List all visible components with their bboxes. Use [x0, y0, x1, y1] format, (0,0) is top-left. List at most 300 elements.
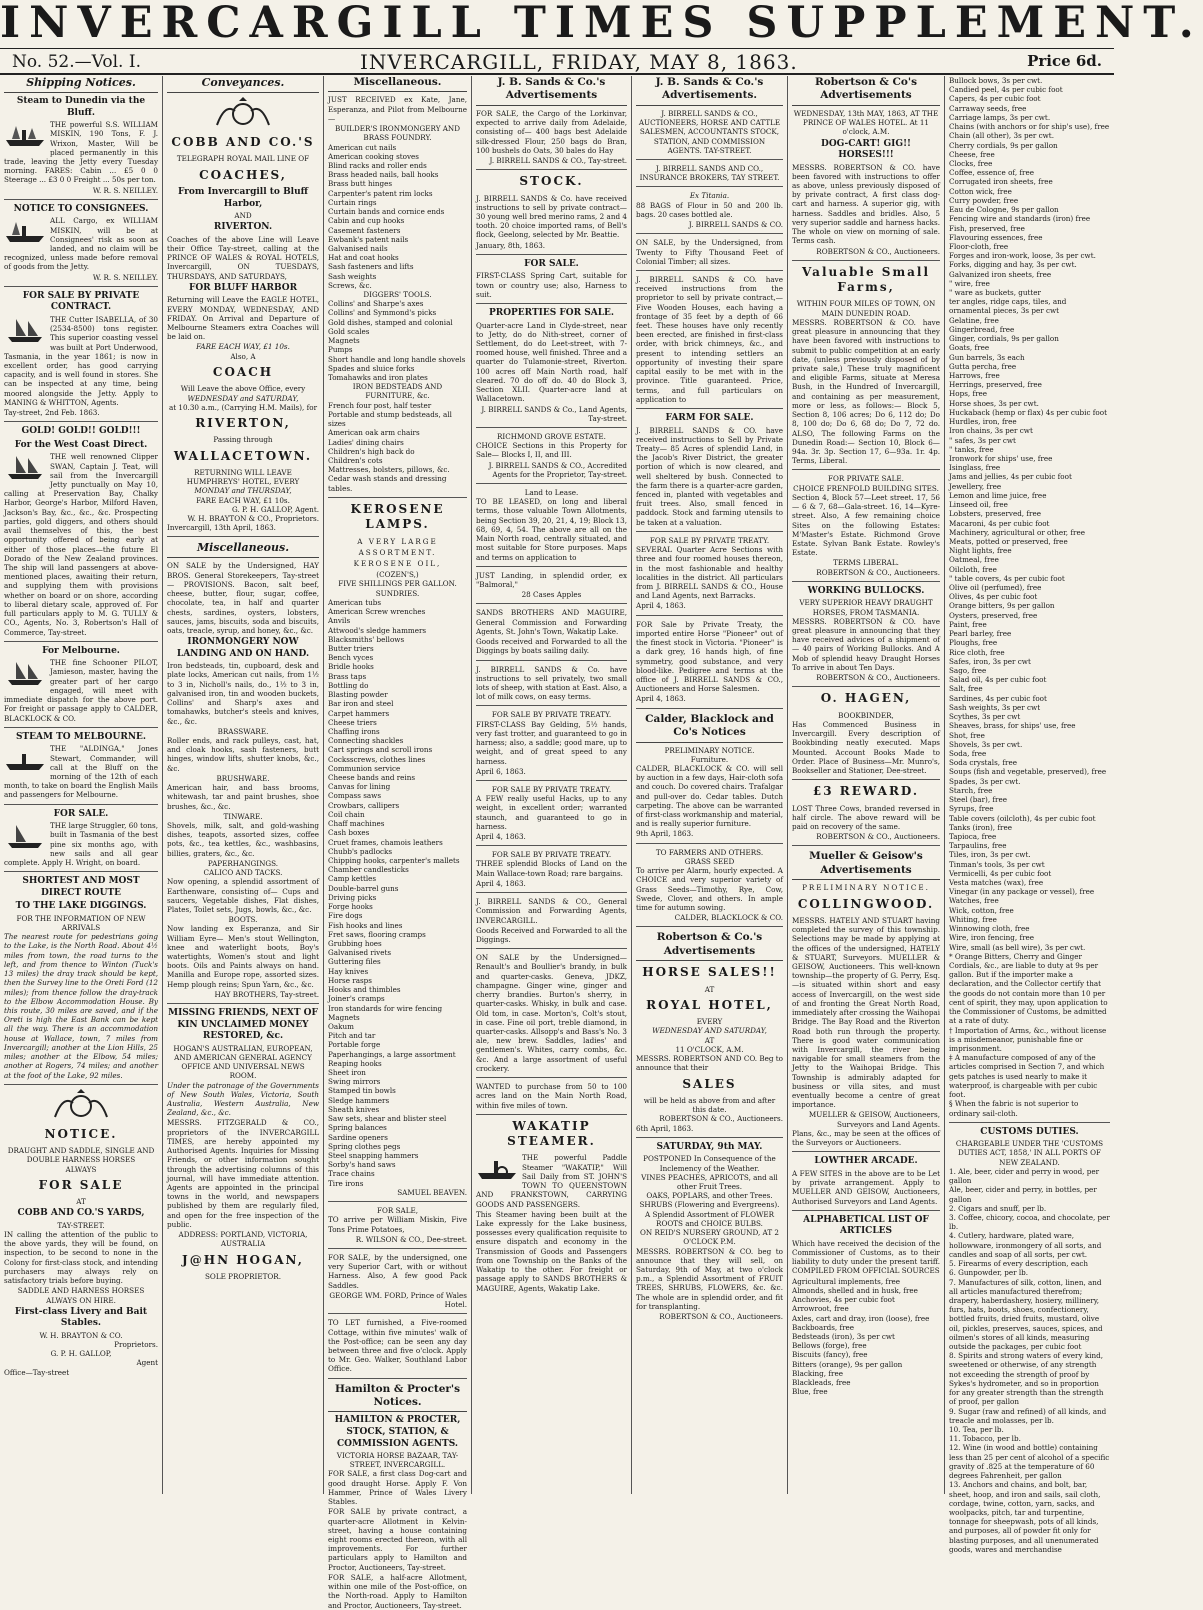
- list-item: Safes, iron, 3s per cwt: [949, 656, 1031, 666]
- list-item: Curtain bands and cornice ends: [328, 207, 445, 217]
- ad-title: FOR SALE BY PRIVATE TREATY.: [491, 784, 612, 794]
- list-item: Curry powder, free: [949, 195, 1019, 205]
- ad-line: FARE EACH WAY, £1 10s.: [196, 342, 290, 352]
- ad-line: RETURNING WILL LEAVE HUMPHREYS' HOTEL, EVERY: [186, 467, 300, 487]
- list-item: Cheese bands and reins: [328, 773, 416, 783]
- notice-line: First-class Livery and Bait Stables.: [14, 1306, 148, 1329]
- list-item: Jams and jellies, 4s per cubic foot: [949, 472, 1072, 482]
- list-item: Sardine openers: [328, 1132, 388, 1142]
- ad-body: MESSRS. ROBERTSON & CO. have been favored with instructions to offer as above, unless previously disposed of by private contract, A first class dog-cart and harness. A superior gig, with harness. Saddles and bridles. Also, 5 very superior saddle and harness hacks. The whole on view on morning of sale. Terms cash.: [792, 162, 940, 246]
- list-item: Spring clothes pegs: [328, 1141, 401, 1151]
- ad-body: Which have received the decision of the Commissioner of Customs, as to their liability to duty under the present tariff. COMPILED FROM OFFICIAL SOURCES: [792, 1238, 940, 1276]
- list-item: Huckaback (hemp or flax) 4s per cubic foot: [949, 407, 1107, 417]
- list-item: Blackleads, free: [792, 1378, 851, 1388]
- ad-line: SHRUBS (Flowering and Evergreens).: [639, 1200, 780, 1210]
- ad-body: The nearest route for pedestrians going to the Lake, is the North Road. About 4½ miles from town, the road turns to the left, and from thence to Winton (Tuck's 13 miles) the dray track should be kept, then the Survey line to the Oreti Ford (12 miles); from thence follow the dray-track to the Elbow Accommodation House. By this route, 30 miles are saved, and if the Oreti is high the East Bank can be kept all the way. There is an accommodation house at Wallace, town, 7 miles from Invercargill; another at the Lion Hills, 25 miles; another at the Elbow, 54 miles; another at Rogers, 74 miles; and another at the foot of the Lake, 92 miles.: [4, 932, 158, 1080]
- list-item: Vinegar (in any package or vessel), free: [949, 887, 1095, 897]
- ad-signature: ROBERTSON & CO., Auctioneers.: [816, 567, 940, 577]
- list-item: Night lights, free: [949, 546, 1012, 556]
- list-item: Bedsteads (iron), 3s per cwt: [792, 1331, 895, 1341]
- ad-line: A Splendid Assortment of FLOWER ROOTS and CHOICE BULBS.: [644, 1209, 775, 1228]
- ad-body: 88 BAGS of Flour in 50 and 200 lb. bags. 20 cases bottled ale.: [636, 200, 783, 219]
- ad-title: KEROSENE LAMPS.: [350, 501, 445, 532]
- ad-body: Now landing ex Esperanza, and Sir William Eyre— Men's stout Wellington, knee and waterlight boots, Boy's watertights, Women's stout and light boots. Oils and Paints always on hand. Manilla and Europe rope, assorted sizes. Hemp plough reins; Spun Yarn, &c., &c.: [167, 924, 319, 989]
- ad-title: For the West Coast Direct.: [14, 439, 148, 450]
- list-item: Bar iron and steel: [328, 699, 394, 709]
- ad-body: J. BIRRELL SANDS & CO. have received instructions from the proprietor to sell by private contract,— Five Wooden Houses, each having a frontage of 35 feet by a depth of 66 feet. These houses have only recently been erected, are finished in first-class order, with brick chimneys, &c., and present to intending settlers an opportunity of investing their spare capital easily to be met with in the province. Title guaranteed. Price, terms, and full particulars on application to: [636, 274, 783, 404]
- list-item: Olive oil (perfumed), free: [949, 583, 1042, 593]
- ad-title: Ex Titania.: [689, 191, 730, 201]
- list-item: Scythes, 3s per cwt: [949, 712, 1021, 722]
- list-item: Soda, free: [949, 748, 987, 758]
- ad-line: SOLE PROPRIETOR.: [205, 1271, 281, 1281]
- ad-body: THE powerful S.S. WILLIAM MISKIN, 190 Tons, F. J. Wrixon, Master, Will be placed permanently in this trade, leaving the Jetty every Tuesday morning. FARES: Cabin ... £5 0 0 Steerage ... £3 0 0 Freight ... 50s per ton.: [4, 120, 158, 185]
- sailing-ship-icon: [4, 317, 46, 343]
- ad-body: Under the patronage of the Governments of New South Wales, Victoria, South Australia, Western Australia, New Zealand, &c., &c.: [167, 1080, 319, 1118]
- list-item: Forks, digging and hay, 3s per cwt.: [949, 260, 1077, 270]
- list-item: Oysters, preserved, free: [949, 610, 1038, 620]
- ad-body: American hair, and bass brooms, whitewash, tar and paint brushes, shoe brushes, &c., &c.: [167, 783, 319, 811]
- ad-subtitle: TINWARE.: [223, 811, 263, 821]
- list-item: Bellows (forge), free: [792, 1341, 867, 1351]
- ad-signature: J. BIRRELL SANDS & Co., Land Agents, Tay-street.: [481, 404, 627, 423]
- ad-body: JUST RECEIVED ex Kate, Jane, Esperanza, and Pilot from Melbourne—: [328, 95, 467, 123]
- ad-title: J. BIRRELL SANDS & CO., AUCTIONEERS, HORSE AND CATTLE SALESMEN, ACCOUNTANTS STOCK, STATION, AND COMMISSION AGENTS. TAY-STREET.: [638, 108, 781, 155]
- list-item: Swing mirrors: [328, 1077, 381, 1087]
- ad-signature: CALDER, BLACKLOCK & CO.: [674, 913, 783, 923]
- ad-body: JUST Landing, in splendid order, ex "Balmoral,": [476, 570, 627, 590]
- ad-line: (COZEN'S,): [376, 570, 419, 580]
- ad-body: MESSRS. HATELY AND STUART having completed the survey of this township. Selections may be made by applying at the offices of the undersigned, HATELY & STUART, Surveyors. MUELLER & GEISOW, Auctioneers. This well-known township—the property of G. Perry, Esq.—is situated within short and easy access of Invercargill, on the west side of and fronting the Great North Road, immediately after crossing the Waihopai Bridge. The Bay Road and the Riverton Road both run through the property. There is good water communication with Invercargill, the river being navigable for small steamers from the Jetty to the Waihopai Bridge. This Township is admirably adapted for business or villa sites, and must eventually become a centre of great importance.: [792, 915, 940, 1110]
- list-item: Soups (fish and vegetable, preserved), free: [949, 767, 1107, 777]
- list-item: " table covers, 4s per cubic foot: [949, 573, 1065, 583]
- ad-body: To arrive per Alarm, hourly expected. A CHOICE and very superior variety of Grass Seeds—Timothy, Rye, Cow, Swede, Clover, and others. In ample time for autumn sowing.: [636, 866, 783, 913]
- ad-signature: G. P. H. GALLOP,: [50, 1349, 112, 1359]
- ad-body: THE large Struggler, 60 tons, built in Tasmania of the best pine six months ago, with new sails and all gear complete. Apply H. Wright, on board.: [4, 821, 158, 868]
- ad-title: RICHMOND GROVE ESTATE.: [497, 431, 606, 441]
- item-list: [328, 299, 467, 382]
- ad-line: TERMS LIBERAL.: [833, 558, 899, 568]
- ad-body: SEVERAL Quarter Acre Sections with three and four roomed houses thereon, in the most fashionable and healthy localities in the district. All particulars from J. BIRRELL SANDS & CO., House and Land Agents, next Barracks.: [636, 545, 783, 601]
- royal-crest-icon: [213, 97, 273, 131]
- list-item: Tapioca, free: [949, 831, 997, 841]
- list-item: Chaffing irons: [328, 726, 380, 736]
- list-item: Chain (all other), 3s per cwt.: [949, 131, 1054, 141]
- ad-body: Section 4, Block 57—Leet street. 17, 56— 6 & 7, 68—Gala-street. 16, 14—Kyre-street. Also, A few remaining choice Sites on the following Estates: M'Master's Estate. Richmond Grove Estate. Sylvan Bank Estate. Rowley's Estate.: [792, 492, 940, 558]
- ad-body: Shovels, milk, salt, and gold-washing dishes, teapots, assorted sizes, coffee pots, &c., tea kettles, &c., washbasins, billies, graters, &c., &c.: [167, 820, 319, 858]
- list-item: 8. Spirits and strong waters of every kind, sweetened or otherwise, of any strength not exceeding the strength of proof by Sykes's hydrometer, and so in proportion for any greater strength than the strength of proof, per gallon: [949, 1351, 1104, 1407]
- list-item: Ewbank's patent nails: [328, 234, 409, 244]
- ad-body: Plans, &c., may be seen at the offices of the Surveyors or Auctioneers.: [792, 1128, 940, 1148]
- list-item: Anvils: [328, 616, 351, 626]
- list-item: Magnets: [328, 336, 360, 346]
- ad-line: at 10.30 a.m., (Carrying H.M. Mails), for: [168, 402, 318, 412]
- list-item: Canvas for lining: [328, 782, 391, 792]
- list-item: Cherry cordials, 9s per gallon: [949, 140, 1058, 150]
- list-item: 4. Cutlery, hardware, plated ware, hollowware, ironmongery of all sorts, and candles and soap of all sorts, per cwt.: [949, 1231, 1102, 1259]
- list-item: Table covers (oilcloth), 4s per cubic foot: [949, 813, 1096, 823]
- ad-title: MISSING FRIENDS, NEXT OF KIN UNCLAIMED MONEY RESTORED, &c.: [168, 1008, 318, 1042]
- ad-body: MESSRS. ROBERTSON & CO. beg to announce that they will sell, on Saturday, 9th of May, at two o'clock p.m., a Splendid Assortment of FRUIT TREES, SHRUBS, FLOWERS, &c. &c. The whole are in splendid order, and fit for transplanting.: [636, 1246, 783, 1311]
- ad-body: MESSRS. ROBERTSON AND CO. Beg to announce that their: [636, 1054, 783, 1073]
- list-item: Joiner's cramps: [328, 994, 385, 1004]
- ad-subtitle: From Invercargill to Bluff Harbor,: [177, 187, 309, 209]
- ad-title: SHORTEST AND MOST DIRECT ROUTE: [22, 876, 140, 898]
- ad-subtitle: CHARGEABLE UNDER THE 'CUSTOMS DUTIES ACT, 1858,' IN ALL PORTS OF NEW ZEALAND.: [955, 1139, 1104, 1167]
- list-item: Carpet hammers: [328, 708, 390, 718]
- list-item: Machinery, agricultural or other, free: [949, 527, 1085, 537]
- ad-body: ON SALE by the Undersigned— Renault's and Boullier's brandy, in bulk and quarter-casks. Geneva, JDKZ, champagne. Ginger wine, ginger and cherry brandies. Burton's sherry, in quarter-casks. Whisky, in bulk and case. Old tom, in case. Morton's, Colt's stout, in case. Fine oil port, treble diamond, in quarter-casks. Allsopp's and Bass's No. 3 ale, new brew. Saddles, ladies' and gentlemen's. Whites, carry combs, &c. &c. And a large assortment of useful crockery.: [476, 953, 627, 1073]
- list-item: Whiting, free: [949, 914, 997, 924]
- ad-signature: W. R. S. NEILLEY.: [92, 185, 158, 195]
- ad-body: SANDS BROTHERS AND MAGUIRE, General Commission and Forwarding Agents, St. John's Town, Wakatip Lake.: [476, 608, 627, 636]
- ad-line: Passing through: [213, 435, 273, 445]
- list-item: Children's cots: [328, 455, 383, 465]
- section-heading: Miscellaneous.: [167, 541, 319, 558]
- ad-subtitle: BRUSHWARE.: [216, 773, 270, 783]
- ad-date: April 4, 1863.: [636, 601, 686, 611]
- list-item: Collins' and Sharpe's axes: [328, 299, 424, 309]
- steamship-icon: [4, 218, 46, 244]
- list-item: Chubb's padlocks: [328, 846, 393, 856]
- list-item: Portable and stump bedsteads, all sizes: [328, 409, 452, 429]
- list-item: American oak arm chairs: [328, 428, 420, 438]
- list-item: Isinglass, free: [949, 463, 1001, 473]
- list-item: Gold dishes, stamped and colonial: [328, 317, 453, 327]
- list-item: Spades and sluice forks: [328, 363, 415, 373]
- list-item: Tire irons: [328, 1178, 364, 1188]
- list-item: 2. Cigars and snuff, per lb.: [949, 1203, 1047, 1213]
- ad-body: Iron bedsteads, tin, cupboard, desk and plate locks, American cut nails, from 1½ to 3 in, Nicholl's nails, do., 1½ to 3 in, galvanised iron, tin and wooden buckets, Collins' and Sharp's axes and tomahawks, butcher's steels and knives, &c., &c.: [167, 661, 319, 726]
- notice-line: AT: [76, 1197, 86, 1207]
- list-item: Wire, small (as bell wire), 3s per cwt.: [949, 942, 1086, 952]
- list-item: Curtain rings: [328, 197, 377, 207]
- list-item: 1. Ale, beer, cider and perry in wood, per gallon: [949, 1166, 1100, 1186]
- ad-title: TO FARMERS AND OTHERS.: [655, 847, 764, 857]
- list-item: Backboards, free: [792, 1322, 855, 1332]
- list-item: † Importation of Arms, &c., without license is a misdemeanor, punishable fine or imprisonment.: [949, 1025, 1107, 1053]
- ad-signature: W. H. BRAYTON & CO., Proprietors.: [187, 513, 319, 523]
- list-item: Blasting powder: [328, 690, 388, 700]
- list-item: American cooking stoves: [328, 151, 419, 161]
- list-item: Orange bitters, 9s per gallon: [949, 601, 1055, 611]
- ad-title: FOR SALE BY PRIVATE TREATY.: [491, 850, 612, 860]
- section-heading: Conveyances.: [167, 76, 319, 93]
- ad-subtitle: TO THE LAKE DIGGINGS.: [15, 901, 147, 912]
- ad-body: MESSRS. FITZGERALD & CO., proprietors of the INVERCARGILL TIMES, are hereby appointed my Authorised Agents. Inquiries for Missing Friends, or other information sought through the advertising columns of this journal, will have immediate attention. Agents are appointed in the principal towns in the world, and newspapers published by them are regularly filed, and open for the free inspection of the public.: [167, 1118, 319, 1229]
- ad-title: FARM FOR SALE.: [665, 413, 754, 423]
- list-item: Wick, cotton, free: [949, 905, 1014, 915]
- ad-signature: R. WILSON & CO., Dee-street.: [355, 1234, 467, 1244]
- ad-title: COBB AND CO.'S: [171, 135, 315, 150]
- ad-signature: ROBERTSON & CO., Auctioneers.: [659, 1312, 783, 1322]
- list-item: Horse shoes, 3s per cwt.: [949, 398, 1039, 408]
- ad-body: THE well renowned Clipper SWAN, Captain J. Teat, will sail from the Invercargill Jetty punctually on May 10, calling at Preservation Bay, Chalky Harbor, George's Harbor, Milford Haven, Jackson's Bay, &c., &c., &c. Prospecting parties, gold diggers, and others should avail themselves of this, the best opportunity offered of being early at either of those places—the future El Dorado of the New Zealand provinces. The ship will land passengers at above-mentioned places, awaiting their return, and supplying them with provisions whether on board or on shore, according to liberal dietary scale, approved of. For full particulars apply to M. G. TULLY & CO., Agents, No. 3, Robertson's Hall of Commerce, Tay-street.: [4, 452, 158, 637]
- ad-body: MESSRS. ROBERTSON & CO. have great pleasure in announcing that they have been favored with instructions to submit to public competition at an early date, (unless previously disposed of by private sale,) These truly magnificent and eligible Farms, situate at Meresa Bush, in the Hundred of Invercargill, and containing as per measurement, more or less, as follows:— Block 5, Section 8, 106 acres; Do 6, 112 do; Do 8, 100 do; Do 6, 68 do; Do 7, 72 do. ALSO, The following Farms on the Dunedin Road:— Section 10, Block 6—94a. 3r. 3p. Section 17, 6—93a. 1r. 4p. Terms, Liberal.: [792, 317, 940, 466]
- list-item: Starch, free: [949, 785, 993, 795]
- ad-line: will be held as above from and after this date.: [643, 1095, 776, 1115]
- list-item: Hay knives: [328, 966, 369, 976]
- list-item: Floor-cloth, free: [949, 241, 1009, 251]
- ad-title: FOR SALE BY PRIVATE TREATY.: [649, 535, 770, 545]
- list-item: Collins' and Symmond's picks: [328, 308, 437, 318]
- list-item: Portable forge: [328, 1040, 381, 1050]
- ad-body: Returning will Leave the EAGLE HOTEL, EVERY MONDAY, WEDNESDAY, AND FRIDAY. On Arrival and Departure of Melbourne Steamers extra Coaches will be laid on.: [167, 295, 319, 342]
- ad-subtitle: IRON BEDSTEADS AND FURNITURE, &c.: [352, 382, 443, 401]
- list-item: Macaroni, 4s per cubic foot: [949, 518, 1050, 528]
- list-item: Chains (with anchors or for ship's use), free: [949, 122, 1110, 132]
- ad-line: AT: [704, 984, 715, 994]
- notice-line: SADDLE AND HARNESS HORSES ALWAYS ON HIRE.: [17, 1286, 145, 1305]
- list-item: Children's high back do: [328, 446, 415, 456]
- section-heading: Robertson & Co.'s Advertisements: [636, 931, 783, 961]
- list-item: Stamped tin bowls: [328, 1086, 396, 1096]
- ad-signature: MUELLER & GEISOW, Auctioneers, Surveyors and Land Agents.: [808, 1110, 940, 1129]
- ad-body: Has Commenced Business in Invercargill. Every description of Bookbinding neatly executed. Maps Mounted. Account Books Made to Order. Place of Business—Mr. Munro's, Bookseller and Stationer, Dee-street.: [792, 719, 940, 775]
- price: Price 6d.: [1027, 52, 1102, 70]
- list-item: Ale, beer, cider and perry, in bottles, per gallon: [949, 1185, 1097, 1204]
- ad-title: FOR SALE BY PRIVATE TREATY.: [491, 710, 612, 720]
- section-heading: J. B. Sands & Co.'s Advertisements: [476, 76, 627, 106]
- list-item: Linseed oil, free: [949, 500, 1008, 510]
- ad-line: VINES PEACHES, APRICOTS, and all other Fruit Trees.: [641, 1172, 778, 1191]
- list-item: § When the fabric is not superior to ordinary sail-cloth.: [949, 1099, 1079, 1118]
- ad-body: THREE splendid Blocks of Land on the Main Wallace-town Road; rare bargains.: [476, 859, 627, 878]
- ad-body: IN calling the attention of the public to the above yards, they will be found, on inspection, to be second to none in the Colony for first-class stock, and intending purchasers may always rely on satisfactory trials before buying.: [4, 1230, 158, 1286]
- ad-subtitle: BUILDER'S IRONMONGERY AND BRASS FOUNDRY.: [335, 124, 460, 143]
- column-shipping: [0, 76, 163, 1494]
- ad-subtitle: GRASS SEED: [684, 856, 735, 866]
- list-item: Chipping hooks, carpenter's mallets: [328, 856, 460, 865]
- ad-body: TO BE LEASED, on long and liberal terms, those valuable Town Allotments, being Section 39, 20, 21, 4, 19; Block 13, 68, 69, 4, 54. The above are all on the Main North road, centrally situated, and most suitable for Store purposes. Maps and terms on application to: [476, 497, 627, 562]
- ad-signature: Agent: [136, 1358, 158, 1368]
- list-item: " ware as buckets, gutter: [949, 288, 1041, 298]
- notice-line: ALWAYS: [65, 1164, 97, 1174]
- list-item: 3. Coffee, chicory, cocoa, and chocolate, per lb.: [949, 1212, 1110, 1232]
- column-jb-sands-1: [472, 76, 632, 1494]
- column-robertson: [788, 76, 945, 1494]
- ad-body: CHOICE Sections in this Property for Sale— Blocks I, II, and III.: [476, 441, 627, 460]
- ad-line: ON REID'S NURSERY GROUND, AT 2 O'CLOCK P.M.: [640, 1228, 779, 1247]
- section-heading: Mueller & Geisow's Advertisements: [792, 850, 940, 880]
- list-item: Grubbing hoes: [328, 938, 382, 948]
- list-item: Soda crystals, free: [949, 758, 1017, 768]
- list-item: " tanks, free: [949, 444, 994, 454]
- ad-body: Now opening, a splendid assortment of Earthenware, consisting of— Cups and saucers, Vegetable dishes, Flat dishes, Plates, Toilet sets, Jugs, bowls, &c., &c.: [167, 877, 319, 914]
- list-item: 12. Wine (in wood and bottle) containing less than 25 per cent of alcohol of a specific gravity of .825 at the temperature of 60 degrees Fahrenheit, per gallon: [949, 1443, 1110, 1481]
- list-item: Sorby's hand saws: [328, 1160, 396, 1170]
- ad-line: WEDNESDAY AND SATURDAY,: [652, 1026, 767, 1036]
- ad-line: WEDNESDAY and SATURDAY,: [187, 393, 299, 403]
- paddle-steamer-icon: [476, 1155, 518, 1181]
- section-heading: Miscellaneous.: [328, 76, 467, 92]
- list-item: Saw sets, shear and blister steel: [328, 1114, 447, 1124]
- list-item: Bridle hooks: [328, 662, 374, 672]
- ad-subtitle: BOOTS.: [228, 915, 258, 925]
- list-item: Sardines, 4s per cubic foot: [949, 693, 1047, 703]
- list-item: Axles, cart and dray, iron (loose), free: [792, 1313, 930, 1323]
- ad-body: Quarter-acre Land in Clyde-street, near to Jetty, do do Nith-street, corner of Settlement, do do Leet-street, with 7-roomed house, well finished. Three and a quarter do Tulamonie-street, Riverton. 100 acres off Main North road, half cleared. 70 do off do. 40 do Block 3, Section XLII. Quarter-acre land at Wallacetown.: [476, 320, 627, 404]
- list-item: Screws, &c.: [328, 280, 372, 290]
- ad-body: Roller ends, and rack pulleys, cast, hat, and cloak hooks, sash fasteners, butt hinges, window lifts, shutter knobs, &c., &c.: [167, 736, 319, 773]
- ad-signature: GEORGE WM. FORD, Prince of Wales Hotel.: [329, 1290, 467, 1310]
- ad-signature: HAY BROTHERS, Tay-street.: [214, 989, 319, 999]
- ad-subtitle: TELEGRAPH ROYAL MAIL LINE OF: [176, 154, 310, 164]
- list-item: Steel (bar), free: [949, 795, 1008, 805]
- ad-title: O. HAGEN,: [820, 691, 912, 706]
- notice-line: TAY-STREET.: [57, 1220, 105, 1230]
- ad-subtitle: CHOICE FRENFOLD BUILDING SITES.: [793, 483, 939, 493]
- item-list: [328, 598, 467, 1188]
- list-item: Tarpaulins, free: [949, 841, 1007, 851]
- list-item: 9. Sugar (raw and refined) of all kinds, and treacle and molasses, per lb.: [949, 1406, 1107, 1425]
- list-item: Fret saws, flooring cramps: [328, 929, 426, 939]
- ad-line: FIVE SHILLINGS PER GALLON.: [338, 579, 457, 589]
- ad-body: J. BIRRELL SANDS & CO., General Commission and Forwarding Agents, INVERCARGILL.: [476, 897, 627, 925]
- list-item: Camp kettles: [328, 874, 377, 884]
- ad-line: 28 Cases Apples: [521, 590, 582, 600]
- ad-subtitle: SUNDRIES.: [375, 588, 420, 598]
- ad-signature: ROBERTSON & CO., Auctioneers.: [659, 1114, 783, 1124]
- notice-line: DOUBLE HARNESS HORSES: [26, 1155, 136, 1165]
- list-item: Galvanized iron sheets, free: [949, 269, 1052, 279]
- list-item: Magnets: [328, 1012, 360, 1022]
- ad-title: For Melbourne.: [42, 645, 120, 656]
- list-item: Brass taps: [328, 671, 367, 681]
- list-item: Cheese, free: [949, 149, 995, 159]
- list-item: Cocksscrews, clothes lines: [328, 754, 426, 764]
- list-item: Goats, free: [949, 343, 990, 353]
- list-item: Shot, free: [949, 730, 985, 740]
- list-item: Hurdles, iron, free: [949, 417, 1017, 427]
- ad-line: WEDNESDAY, 13th MAY, 1863, AT THE PRINCE OF WALES HOTEL. At 11 o'clock, A.M.: [793, 108, 939, 137]
- ad-body: FIRST-CLASS Bay Gelding, 5½ hands, very fast trotter, and guaranteed to go in harness; also, a saddle; good mare, up to weight, and of great speed to any harness.: [476, 719, 627, 766]
- list-item: Iron standards for wire fencing: [328, 1003, 443, 1013]
- ad-title: NOTICE TO CONSIGNEES.: [13, 203, 149, 214]
- ad-body: ON SALE by the Undersigned, HAY BROS. General Storekeepers, Tay-street— PROVISIONS. Bacon, salt beef, cheese, butter, flour, sugar, coffee, chocolate, tea, in half and quarter chests, sardines, oysters, lobsters, sauces, jams, biscuits, soda and biscuits, oats, treacle, syrup, and honey, &c., &c.: [167, 561, 319, 636]
- ad-line: A VERY LARGE: [357, 536, 438, 546]
- list-item: Spring balances: [328, 1123, 387, 1133]
- list-item: American tubs: [328, 597, 382, 607]
- list-item: Connecting shackles: [328, 736, 404, 746]
- list-item: Tiles, iron, 3s per cwt.: [949, 850, 1031, 860]
- notice-line: COBB AND CO.'S YARDS,: [17, 1208, 145, 1219]
- list-item: Chaff machines: [328, 819, 385, 829]
- list-item: Ginger, cordials, 9s per gallon: [949, 334, 1059, 344]
- ad-signature: Office—Tay-street: [4, 1367, 70, 1377]
- list-item: Salad oil, 4s per cubic foot: [949, 675, 1047, 685]
- column-miscellaneous: [324, 76, 472, 1610]
- ad-line: FARE EACH WAY, £1 10s.: [196, 495, 290, 505]
- list-item: ‡ A manufacture composed of any of the articles comprised in Section 7, and which gets patches is used nearly to make it waterproof, is chargeable with per cubic foot.: [949, 1053, 1105, 1100]
- ad-subtitle: BRASSWARE.: [217, 726, 269, 736]
- list-item: Oakum: [328, 1021, 354, 1031]
- ad-body: FIRST-CLASS Spring Cart, suitable for town or country use; also, Harness to suit.: [476, 271, 627, 299]
- steamship-icon: [4, 122, 46, 148]
- ad-line: KEROSENE OIL,: [353, 559, 442, 568]
- list-item: Cash boxes: [328, 828, 370, 838]
- sailing-ship-icon: [4, 454, 46, 480]
- list-item: Gelatine, free: [949, 315, 999, 325]
- ad-subtitle: DIGGERS' TOOLS.: [363, 290, 432, 300]
- ad-title: Steam to Dunedin via the Bluff.: [16, 96, 146, 118]
- list-item: Sago, free: [949, 666, 987, 675]
- ad-signature: W. H. BRAYTON & CO.: [39, 1330, 123, 1340]
- list-item: Galvanised rivets: [328, 948, 392, 958]
- ad-subtitle: RIVERTON.: [213, 222, 273, 233]
- list-item: Ploughs, free: [949, 638, 998, 648]
- list-item: ter angles, ridge caps, tiles, and ornamental pieces, 3s per cwt: [949, 297, 1067, 316]
- list-item: * Orange Bitters, Cherry and Ginger Cordials, &c., are liable to duty at 9s per gallon. But if the importer make a declaration, and the Collector certify that the goods do not contain more than 10 per cent of spirit, they may, upon application to the Commissioner of Customs, be admitted at a rate of duty.: [949, 951, 1108, 1026]
- ad-title: WAKATIP STEAMER.: [507, 1118, 596, 1149]
- ad-signature: J@HN HOGAN,: [182, 1252, 304, 1267]
- list-item: Biscuits (fancy), free: [792, 1350, 868, 1360]
- list-item: Fish, preserved, free: [949, 223, 1025, 233]
- ad-signature: ROBERTSON & CO., Auctioneers.: [816, 832, 940, 842]
- ad-title: WORKING BULLOCKS.: [807, 585, 925, 596]
- list-item: Cheese triers: [328, 717, 377, 727]
- list-item: " wire, free: [949, 278, 990, 288]
- ad-title: J. BIRRELL SANDS AND CO., INSURANCE BROKERS, TAY STREET.: [639, 163, 780, 183]
- list-item: Gold scales: [328, 326, 370, 336]
- ad-title: HAMILTON & PROCTER, STOCK, STATION, & COMMISSION AGENTS.: [334, 1415, 461, 1449]
- list-item: Compass saws: [328, 791, 382, 801]
- ad-body: TO arrive per William Miskin, Five Tons Prime Potatoes,: [328, 1215, 467, 1234]
- ad-subtitle: FOR BLUFF HARBOR: [188, 282, 298, 293]
- ad-title: FOR SALE.: [524, 258, 579, 269]
- list-item: Brass headed nails, ball hooks: [328, 170, 439, 180]
- ad-subtitle: BOOKBINDER,: [838, 710, 894, 720]
- ad-title: PRELIMINARY NOTICE.: [802, 883, 930, 893]
- ad-subtitle: Furniture.: [690, 754, 729, 764]
- ad-signature: J. BIRRELL SANDS & CO.: [688, 220, 783, 230]
- list-item: Gun barrels, 3s each: [949, 352, 1025, 362]
- ad-title: FOR SALE.: [53, 808, 109, 819]
- ad-line: Will Leave the above Office, every: [180, 384, 306, 394]
- list-item: Crowbars, callipers: [328, 800, 400, 810]
- section-heading: Calder, Blacklock and Co's Notices: [636, 713, 783, 743]
- list-item: Hooks and thimbles: [328, 985, 401, 995]
- ad-line: AND: [234, 211, 252, 221]
- list-item: Anchovies, 4s per cubic foot: [792, 1295, 895, 1305]
- ad-body: WANTED to purchase from 50 to 100 acres land on the Main North Road, within five miles of town.: [476, 1082, 627, 1110]
- item-list: [328, 401, 467, 493]
- ad-line: ADDRESS: PORTLAND, VICTORIA, AUSTRALIA: [178, 1230, 308, 1249]
- list-item: Fire dogs: [328, 911, 363, 921]
- ad-body: THE fine Schooner PILOT, Jamieson, master, having the greater part of her cargo engaged, will meet with immediate dispatch for the above port. For freight or passage apply to CALDER, BLACKLOCK & CO.: [4, 658, 158, 723]
- list-item: Cabin and cup hooks: [328, 216, 405, 226]
- ad-date: Invercargill, 13th April, 1863.: [167, 523, 276, 533]
- dateline-bar: [0, 48, 1114, 75]
- ad-body: THE Cutter ISABELLA, of 30 (2534-8500) tons register. This superior coasting vessel was built at Port Underwood, Tasmania, in the year 1861; is now in excellent order, has good carrying capacity, and is well found in stores. She can be inspected at any time, being moored alongside the Jetty. Apply to MANING & WHITTON, Agents.: [4, 314, 158, 407]
- ad-line: POSTPONED In Consequence of the Inclemency of the Weather.: [643, 1154, 776, 1173]
- ad-body: J. BIRRELL SANDS & CO. have received instructions to Sell by Private Treaty— 85 Acres of splendid Land, in the Jacob's River District, the greater portion of which is now cleared, and well sheltered by bush. Connected to the farm there is a quarter-acre garden, fenced in, planted with vegetables and fruit trees. Also, small fenced in paddock. Stock and farming utensils to be taken at a valuation.: [636, 425, 783, 527]
- item-list: [949, 1167, 1110, 1554]
- ad-date: January, 8th, 1863.: [476, 240, 546, 250]
- list-item: Hat and coat hooks: [328, 253, 399, 263]
- ad-signature: G. P. H. GALLOP, Agent.: [231, 504, 319, 514]
- ad-date: April 4, 1863.: [476, 832, 526, 842]
- ad-body: This Steamer having been built at the Lake expressly for the Lake business, possesses every qualification requisite to ensure dispatch and economy in the Transmission of Goods and Passengers from one Township on the Banks of the Wakatip to the other. For freight or passage apply to SANDS BROTHERS & MAGUIRE, Agents, Wakatip Lake.: [476, 1209, 627, 1293]
- masthead-title: INVERCARGILL TIMES SUPPLEMENT.: [0, 0, 1203, 48]
- ad-body: THE powerful Paddle Steamer "WAKATIP," Will Sail Daily from ST. JOHN'S TOWN TO QUEENSTOWN AND FRANKSTOWN, CARRYING GOODS AND PASSENGERS.: [476, 1153, 627, 1209]
- section-heading: J. B. Sands & Co.'s Advertisements.: [636, 76, 783, 106]
- ad-title: COACH: [212, 364, 274, 379]
- list-item: Vermicelli, 4s per cubic foot: [949, 868, 1052, 878]
- item-list: [792, 1277, 940, 1397]
- list-item: 5. Firearms of every description, each: [949, 1259, 1089, 1269]
- list-item: Syrups, free: [949, 804, 994, 814]
